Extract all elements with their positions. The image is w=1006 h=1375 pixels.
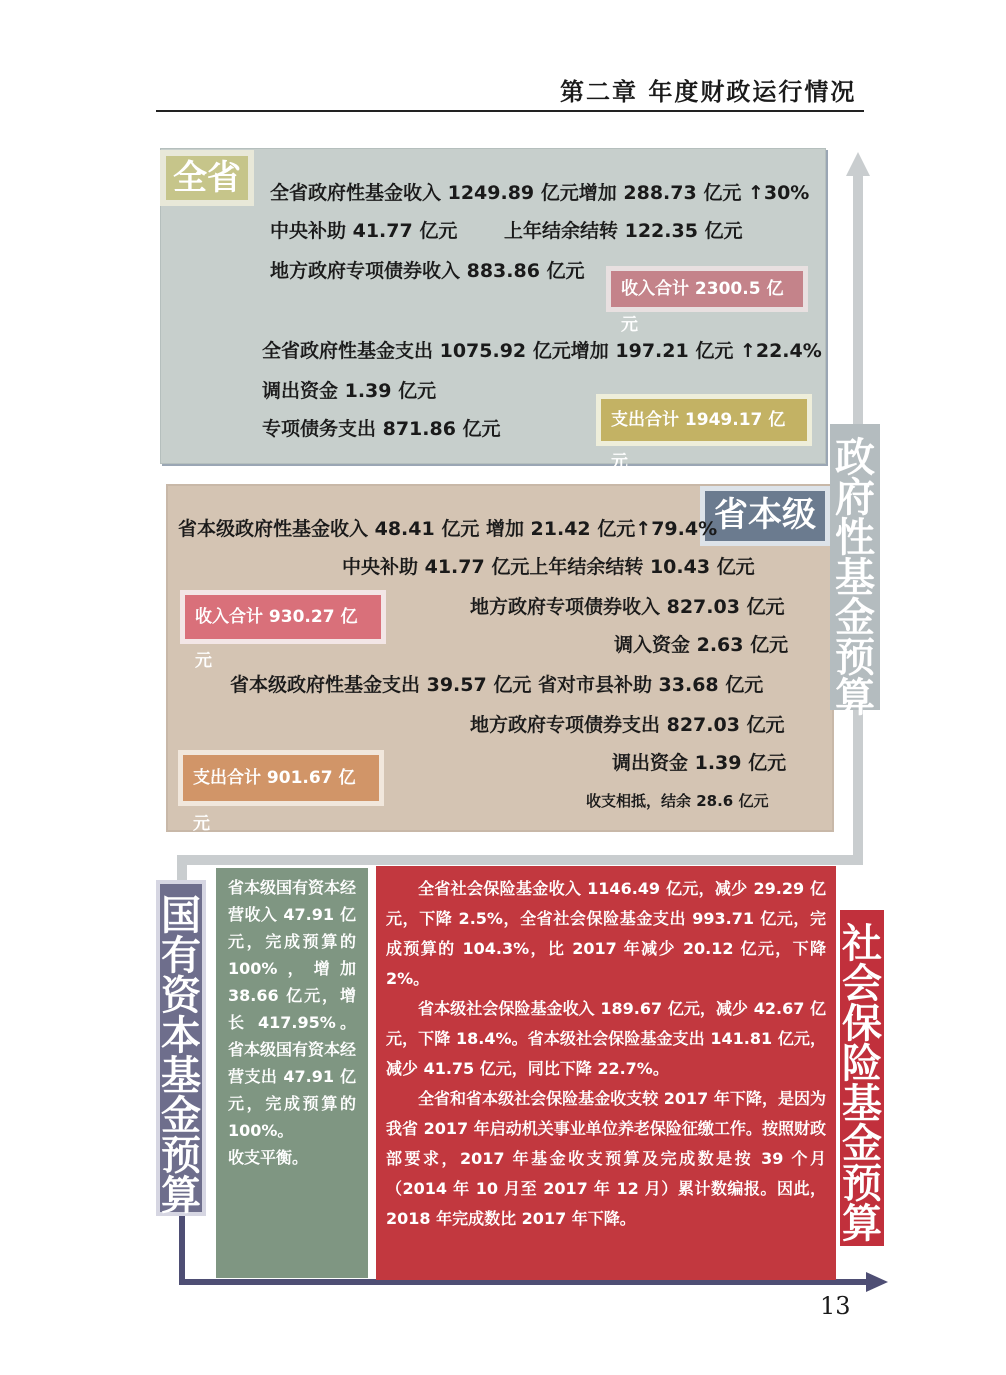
state-capital-budget-label: 国 有 资 本 基 金 预 算: [156, 880, 206, 1216]
province-carryover: 上年结余结转 122.35 亿元: [504, 220, 743, 242]
social-insurance-panel: [376, 866, 836, 1280]
state-capital-balance: 收支平衡。: [228, 1148, 309, 1167]
provincial-expense-total: 支出合计 901.67 亿元: [178, 750, 384, 806]
social-insurance-para-3: 全省和省本级社会保险基金收支较 2017 年下降，是因为我省 2017 年启动机关事业单位养老保险征缴工作。按照财政部要求，2017 年基金收支预算及完成数是按 39 个月（2014 年 10 月至 2017 年 12 月）累计数编报。因此，2018 年完成数比 2017 年下降。: [386, 1089, 826, 1228]
province-expense-line: 全省政府性基金支出 1075.92 亿元增加 197.21 亿元 ↑22.4%: [262, 340, 822, 362]
provincial-subsidy-line: 中央补助 41.77 亿元上年结余结转 10.43 亿元: [342, 556, 755, 578]
province-subsidy: 中央补助 41.77 亿元: [270, 220, 458, 242]
provincial-transfer-in: 调入资金 2.63 亿元: [614, 634, 789, 656]
provincial-income-total: 收入合计 930.27 亿元: [180, 590, 386, 644]
province-bond-expense: 专项债务支出 871.86 亿元: [262, 418, 501, 440]
gov-fund-budget-label: 政 府 性 基 金 预 算: [830, 424, 880, 710]
provincial-income-line: 省本级政府性基金收入 48.41 亿元 增加 21.42 亿元↑79.4%: [178, 518, 718, 540]
province-transfer-out: 调出资金 1.39 亿元: [262, 380, 437, 402]
provincial-transfer-out: 调出资金 1.39 亿元: [612, 752, 787, 774]
arrow-right-head: [866, 1272, 888, 1292]
province-tag: 全省: [160, 150, 254, 206]
provincial-bond-expense: 地方政府专项债券支出 827.03 亿元: [470, 714, 785, 736]
page-number: 13: [820, 1292, 851, 1320]
social-insurance-para-2: 省本级社会保险基金收入 189.67 亿元，减少 42.67 亿元，下降 18.4%。省本级社会保险基金支出 141.81 亿元，减少 41.75 亿元，同比下降 22.7%。: [386, 999, 826, 1078]
chapter-title: 第二章 年度财政运行情况: [560, 77, 857, 106]
provincial-bond-income: 地方政府专项债券收入 827.03 亿元: [470, 596, 785, 618]
provincial-level-tag: 省本级: [700, 486, 830, 546]
social-insurance-para-1: 全省社会保险基金收入 1146.49 亿元，减少 29.29 亿元，下降 2.5%，全省社会保险基金支出 993.71 亿元，完成预算的 104.3%，比 2017 年减少 20.12 亿元，下降 2%。: [386, 879, 826, 988]
province-income-total: 收入合计 2300.5 亿元: [606, 266, 808, 312]
state-capital-panel: [216, 868, 368, 1278]
province-expense-total: 支出合计 1949.17 亿元: [596, 394, 812, 446]
provincial-expense-line: 省本级政府性基金支出 39.57 亿元 省对市县补助 33.68 亿元: [230, 674, 764, 696]
provincial-balance: 收支相抵，结余 28.6 亿元: [586, 792, 769, 810]
state-capital-text: 省本级国有资本经营收入 47.91 亿元，完成预算的 100%，增加 38.66 亿元，增长 417.95%。省本级国有资本经营支出 47.91 亿元，完成预算的 100%。: [228, 878, 357, 1140]
province-income-line: 全省政府性基金收入 1249.89 亿元增加 288.73 亿元 ↑30%: [270, 182, 810, 204]
province-bond-income: 地方政府专项债券收入 883.86 亿元: [270, 260, 585, 282]
social-insurance-budget-label: 社 会 保 险 基 金 预 算: [840, 910, 884, 1246]
arrow-up-head: [846, 152, 870, 176]
